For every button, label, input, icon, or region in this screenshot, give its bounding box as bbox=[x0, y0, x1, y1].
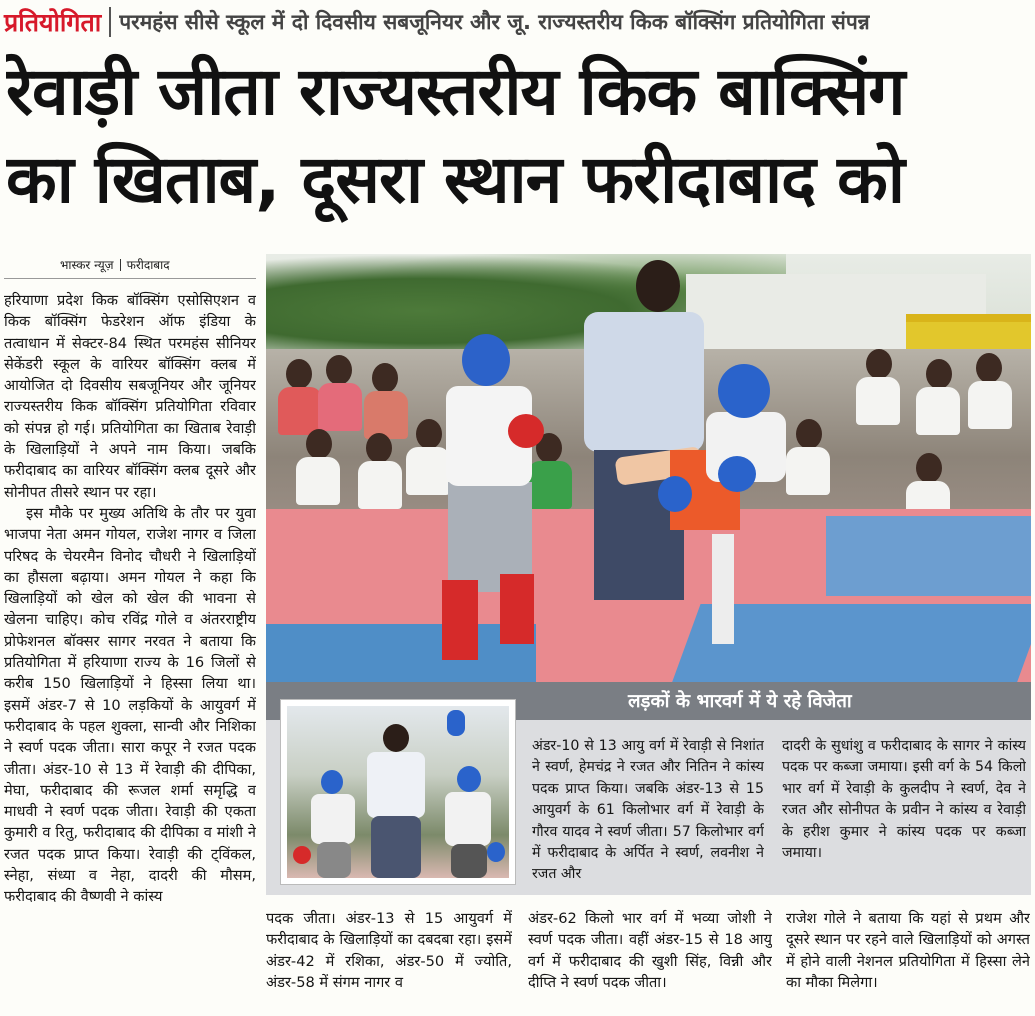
crowd-figure bbox=[358, 461, 402, 509]
fighter-shin-guard bbox=[442, 580, 478, 660]
crowd-figure bbox=[286, 359, 312, 389]
paragraph: हरियाणा प्रदेश किक बॉक्सिंग एसोसिएशन व किक बॉक्सिंग फेडरेशन ऑफ इंडिया के तत्वाधान में सेक्टर-84 स्थित परमहंस सीनियर सेकेंडरी स्कूल के वारियर बॉक्सिंग क्लब में आयोजित दो दिवसीय सबजूनियर और जूनियर राज्यस्तरीय किक बॉक्सिंग प्रतियोगिता रविवार को संपन्न हो गई। प्रतियोगिता का खिताब रेवाड़ी के खिलाड़ियों ने अपने नाम किया। जबकि फरीदाबाद का वारियर बॉक्सिंग क्लब दूसरे और सोनीपत तीसरे स्थान पर रहा। bbox=[4, 292, 256, 501]
main-photo bbox=[266, 254, 1031, 682]
article-column-3 bbox=[528, 908, 772, 1012]
headline bbox=[6, 48, 1031, 224]
inset-figure bbox=[457, 766, 481, 792]
inset-figure bbox=[447, 710, 465, 736]
inset-figure bbox=[371, 816, 421, 878]
paragraph: अंडर-10 से 13 आयु वर्ग में रेवाड़ी से निशांत ने स्वर्ण, हेमचंद्र ने रजत और नितिन ने कांस्य पदक प्राप्त किया। जबकि अंडर-13 से 15 आयुवर्ग के 61 किलोभार वर्ग में रेवाड़ी के गौरव यादव ने स्वर्ण जीता। 57 किलोभार वर्ग में फरीदाबाद के अर्पित ने स्वर्ण, लवनीश ने रजत और bbox=[532, 738, 764, 883]
inset-figure bbox=[321, 770, 343, 794]
inset-photo-image bbox=[287, 706, 509, 878]
crowd-figure bbox=[916, 453, 942, 483]
paragraph: पदक जीता। अंडर-13 से 15 आयुवर्ग में फरीदाबाद के खिलाड़ियों का दबदबा रहा। इसमें अंडर-42 में रशिका, अंडर-50 में ज्योति, अंडर-58 में संगम नागर व bbox=[266, 910, 512, 991]
paragraph: अंडर-62 किलो भार वर्ग में भव्या जोशी ने स्वर्ण पदक जीता। वहीं अंडर-15 से 18 आयु वर्ग में फरीदाबाद की खुशी सिंह, विन्नी और दीप्ति ने स्वर्ण पदक जीता। bbox=[528, 910, 772, 991]
inset-figure bbox=[487, 842, 505, 862]
referee-figure bbox=[584, 312, 704, 452]
crowd-figure bbox=[318, 383, 362, 431]
headline-line-2: का खिताब, दूसरा स्थान फरीदाबाद को bbox=[6, 141, 904, 218]
crowd-figure bbox=[278, 387, 322, 435]
photo-mat-blue bbox=[266, 624, 536, 682]
inset-figure bbox=[311, 794, 355, 844]
strapline: परमहंस सीसे स्कूल में दो दिवसीय सबजूनियर और जू. राज्यस्तरीय किक बॉक्सिंग प्रतियोगिता संपन्न bbox=[119, 10, 870, 34]
paragraph: इस मौके पर मुख्य अतिथि के तौर पर युवा भाजपा नेता अमन गोयल, राजेश नागर व जिला परिषद के चेयरमैन विनोद चौधरी ने खिलाड़ियों का हौसला बढ़ाया। अमन गोयल ने कहा कि खिलाड़ियों को खेल को खेल की भावना से खेलना चाहिए। कोच रविंद्र गोले व अंतरराष्ट्रीय प्रोफेशनल बॉक्सर सागर नरवत ने बताया कि प्रतियोगिता में हरियाणा राज्य के 16 जिलों से करीब 150 खिलाड़ियों ने हिस्सा लिया था। इसमें अंडर-7 से 10 लड़कियों के आयुवर्ग में फरीदाबाद के पहल शुक्ला, सान्वी और निशिका ने स्वर्ण पदक जीता। सारा कपूर ने रजत पदक जीता। अंडर-10 से 13 में रेवाड़ी की दीपिका, मेघा, फरीदाबाद की रूजल शर्मा समृद्धि व माधवी ने स्वर्ण पदक जीता। रेवाड़ी की एकता कुमारी व रितु, फरीदाबाद की दीपिका व मांशी ने रजत पदक प्राप्त किया। रेवाड़ी की ट्विंकल, स्नेहा, संध्या व नेहा, दादरी की मौसम, फरीदाबाद की वैष्णवी ने कांस्य bbox=[4, 504, 256, 906]
fighter-shin-guard bbox=[500, 574, 534, 644]
inset-figure bbox=[367, 752, 425, 818]
paragraph: राजेश गोले ने बताया कि यहां से प्रथम और दूसरे स्थान पर रहने वाले खिलाड़ियों को अगस्त में होने वाली नेशनल प्रतियोगिता में हिस्सा लेने का मौका मिलेगा। bbox=[786, 910, 1030, 991]
referee-figure bbox=[636, 260, 680, 312]
crowd-figure bbox=[296, 457, 340, 505]
kicker-divider bbox=[109, 7, 111, 37]
winners-box-title: लड़कों के भारवर्ग में ये रहे विजेता bbox=[628, 691, 852, 712]
boxing-glove bbox=[658, 476, 692, 512]
crowd-figure bbox=[372, 363, 398, 393]
boxing-glove bbox=[508, 414, 544, 448]
crowd-figure bbox=[528, 461, 572, 509]
inset-figure bbox=[383, 724, 409, 752]
photo-mat-blue bbox=[826, 516, 1031, 596]
dateline bbox=[60, 256, 170, 273]
article-column-2 bbox=[266, 908, 512, 1012]
fighter-shin-guard bbox=[712, 534, 734, 644]
inset-figure bbox=[451, 844, 487, 878]
dateline-divider bbox=[120, 259, 121, 271]
inset-figure bbox=[317, 842, 351, 878]
dateline-city: फरीदाबाद bbox=[126, 258, 170, 272]
crowd-figure bbox=[366, 433, 392, 463]
fighter-helmet bbox=[718, 364, 770, 418]
crowd-figure bbox=[306, 429, 332, 459]
kicker-row bbox=[0, 0, 1035, 44]
crowd-figure bbox=[916, 387, 960, 435]
dateline-rule bbox=[4, 278, 256, 279]
crowd-figure bbox=[976, 353, 1002, 383]
crowd-figure bbox=[796, 419, 822, 449]
paragraph: दादरी के सुधांशु व फरीदाबाद के सागर ने कांस्य पदक पर कब्जा जमाया। इसी वर्ग के 54 किलो भार वर्ग में रेवाड़ी के कुलदीप ने स्वर्ण, देव ने रजत और सोनीपत के प्रवीन ने कांस्य व रेवाड़ी के हरीश कुमार ने कांस्य पदक पर कब्जा जमाया। bbox=[782, 738, 1026, 862]
crowd-figure bbox=[968, 381, 1012, 429]
inset-figure bbox=[445, 792, 491, 846]
inset-photo bbox=[281, 700, 515, 884]
crowd-figure bbox=[786, 447, 830, 495]
dateline-source: भास्कर न्यूज़ bbox=[60, 258, 114, 272]
article-column-4 bbox=[786, 908, 1030, 1012]
crowd-figure bbox=[406, 447, 450, 495]
winners-column-1 bbox=[532, 736, 764, 886]
crowd-figure bbox=[364, 391, 408, 439]
crowd-figure bbox=[326, 355, 352, 385]
crowd-figure bbox=[416, 419, 442, 449]
winners-column-2 bbox=[782, 736, 1026, 886]
boxing-glove bbox=[718, 456, 756, 492]
headline-line-1: रेवाड़ी जीता राज्यस्तरीय किक बाक्सिंग bbox=[6, 53, 905, 130]
crowd-figure bbox=[856, 377, 900, 425]
fighter-helmet bbox=[462, 334, 510, 386]
article-column-1 bbox=[4, 290, 256, 1012]
crowd-figure bbox=[866, 349, 892, 379]
section-kicker: प्रतियोगिता bbox=[4, 8, 102, 37]
crowd-figure bbox=[926, 359, 952, 389]
inset-figure bbox=[293, 846, 311, 864]
